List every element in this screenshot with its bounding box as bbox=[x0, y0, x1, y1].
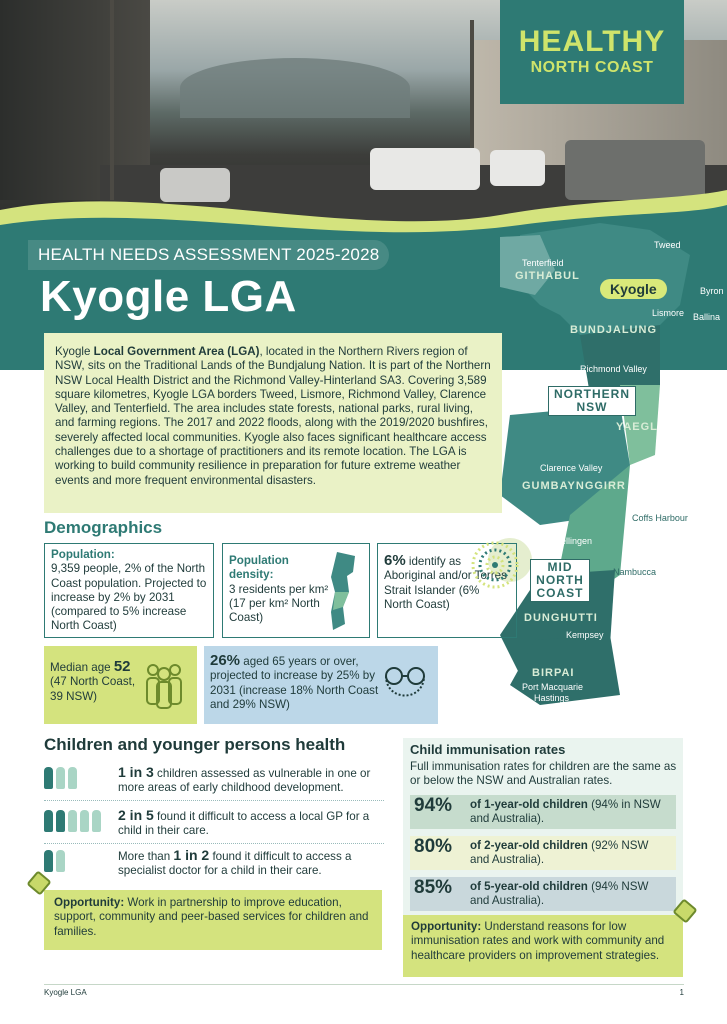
children-opportunity-box bbox=[44, 890, 382, 950]
map-label-nambucca: Nambucca bbox=[613, 567, 657, 577]
children-row-text: More than 1 in 2 found it difficult to access a specialist doctor for a child in their care. bbox=[118, 847, 352, 878]
demographics-heading: Demographics bbox=[44, 518, 163, 537]
children-row-text: 2 in 5 found it difficult to access a local GP for a child in their care. bbox=[118, 807, 370, 838]
logo-line1: HEALTHY bbox=[518, 25, 666, 58]
mini-map-icon bbox=[327, 552, 359, 632]
opportunity-label: Opportunity: bbox=[411, 920, 482, 933]
map-label-lismore: Lismore bbox=[652, 308, 685, 318]
map-label-gumbaynggirr: GUMBAYNGGIRR bbox=[522, 480, 626, 492]
immunisation-text: of 1-year-old children (94% in NSW and Australia). bbox=[470, 798, 661, 825]
immunisation-row bbox=[410, 795, 676, 829]
healthy-north-coast-logo bbox=[500, 0, 684, 104]
aboriginal-pct: 6% bbox=[384, 552, 406, 569]
density-title-line2: density: bbox=[229, 568, 274, 582]
map-label-ballina: Ballina bbox=[693, 312, 721, 322]
children-heading: Children and younger persons health bbox=[44, 735, 346, 754]
dot-art-icon bbox=[470, 540, 520, 590]
region-northern-line2: NSW bbox=[576, 400, 608, 414]
population-text: 9,359 people, 2% of the North Coast population. Projected to increase by 2% by 2031 (compared to 5% increase North Coast) bbox=[51, 562, 207, 633]
median-age-value: 52 bbox=[113, 658, 131, 675]
map-label-richmond-valley: Richmond Valley bbox=[580, 364, 647, 374]
page-footer bbox=[44, 984, 684, 997]
footer-title: Kyogle LGA bbox=[44, 988, 87, 997]
people-icon bbox=[44, 767, 77, 789]
older-population-card bbox=[204, 646, 438, 724]
density-text: 3 residents per km² (17 per km² North Coast) bbox=[229, 582, 329, 625]
immunisation-text: of 2-year-old children (92% NSW and Australia). bbox=[470, 839, 649, 866]
immunisation-subtitle: Full immunisation rates for children are the same as or below the NSW and Australian rates. bbox=[410, 760, 677, 788]
map-label-byron: Byron bbox=[700, 286, 724, 296]
density-card bbox=[222, 543, 370, 638]
population-title: Population: bbox=[51, 548, 115, 561]
aboriginal-text: identify as Aboriginal and/or Torres Strait Islander (6% North Coast) bbox=[384, 555, 507, 611]
population-card bbox=[44, 543, 214, 638]
region-mid-north-coast bbox=[530, 559, 590, 602]
immunisation-heading: Child immunisation rates bbox=[410, 742, 566, 757]
children-row-text: 1 in 3 children assessed as vulnerable in one or more areas of early childhood development. bbox=[118, 764, 371, 795]
opportunity-label: Opportunity: bbox=[54, 896, 125, 909]
map-label-port-macquarie: Port Macquarie bbox=[522, 682, 584, 692]
region-mid-line1: MID bbox=[547, 560, 573, 574]
divider bbox=[44, 843, 384, 844]
map-label-bellingen: Bellingen bbox=[555, 536, 593, 546]
map-label-dunghutti: DUNGHUTTI bbox=[524, 612, 598, 624]
density-title-line1: Population bbox=[229, 554, 289, 567]
opportunity-text: Work in partnership to improve education, support, community and peer-based services for children and families. bbox=[54, 896, 369, 938]
immunisation-pct: 94% bbox=[414, 795, 453, 816]
children-row bbox=[44, 808, 384, 844]
map-label-kyogle: Kyogle bbox=[600, 279, 667, 299]
map-label-birpai: BIRPAI bbox=[532, 667, 575, 679]
glasses-icon bbox=[382, 662, 428, 708]
page-number: 1 bbox=[679, 988, 684, 997]
map-label-githabul: GITHABUL bbox=[515, 270, 580, 282]
older-pct: 26% bbox=[210, 652, 241, 669]
logo-line2: NORTH COAST bbox=[530, 59, 654, 76]
report-subtitle: HEALTH NEEDS ASSESSMENT 2025-2028 bbox=[28, 240, 389, 270]
older-text: aged 65 years or over, projected to increase by 25% by 2031 (increase 18% North Coast and 29% NSW) bbox=[210, 655, 379, 711]
map-label-bundjalung: BUNDJALUNG bbox=[570, 324, 657, 336]
intro-box bbox=[44, 333, 502, 513]
region-northern-nsw bbox=[548, 386, 636, 416]
map-label-coffs-harbour: Coffs Harbour bbox=[632, 513, 688, 523]
children-row bbox=[44, 765, 384, 801]
opportunity-text: Understand reasons for low immunisation rates and work with community and healthcare providers on improvement strategies. bbox=[411, 920, 665, 962]
immunisation-text: of 5-year-old children (94% NSW and Australia). bbox=[470, 880, 649, 907]
immunisation-row bbox=[410, 877, 676, 911]
people-icon bbox=[44, 810, 101, 832]
median-age-text: (47 North Coast, 39 NSW) bbox=[50, 675, 136, 703]
group-people-icon bbox=[141, 660, 187, 710]
median-age-prefix: Median age bbox=[50, 661, 114, 674]
median-age-card bbox=[44, 646, 197, 724]
region-mid-line3: COAST bbox=[536, 586, 584, 600]
map-label-kempsey: Kempsey bbox=[566, 630, 604, 640]
immunisation-pct: 80% bbox=[414, 836, 453, 857]
map-label-clarence-valley: Clarence Valley bbox=[540, 463, 603, 473]
immunisation-opportunity-box bbox=[403, 915, 683, 977]
immunisation-pct: 85% bbox=[414, 877, 453, 898]
intro-paragraph: Kyogle Local Government Area (LGA), located in the Northern Rivers region of NSW, sits on the Traditional Lands of the Bundjalung Nation. It is part of the Northern NSW Local Health District and the Richmond Valley-Hinterland SA3. Covering 3,589 square kilometres, Kyogle LGA borders Tweed, Lismore, Richmond Valley, Clarence Valley, and Tenterfield. The area includes state forests, national parks, rural living, and farming regions. The 2017 and 2022 floods, along with the 2019/2020 bushfires, severely affected local communities. Kyogle also faces significant healthcare access challenges due to a shortage of practitioners and its remote location. The LGA is working to build community resilience in preparation for future extreme weather events and more frequent environmental disasters. bbox=[55, 345, 491, 487]
children-row bbox=[44, 848, 384, 884]
immunisation-row bbox=[410, 836, 676, 870]
divider bbox=[44, 800, 384, 801]
region-mid-line2: NORTH bbox=[536, 573, 584, 587]
map-label-tweed: Tweed bbox=[654, 240, 681, 250]
people-icon bbox=[44, 850, 65, 872]
map-label-hastings: Hastings bbox=[534, 693, 570, 703]
map-label-yaegl: YAEGL bbox=[616, 421, 658, 433]
map-label-tenterfield: Tenterfield bbox=[522, 258, 564, 268]
region-northern-line1: NORTHERN bbox=[554, 387, 630, 401]
page-title: Kyogle LGA bbox=[40, 272, 297, 321]
